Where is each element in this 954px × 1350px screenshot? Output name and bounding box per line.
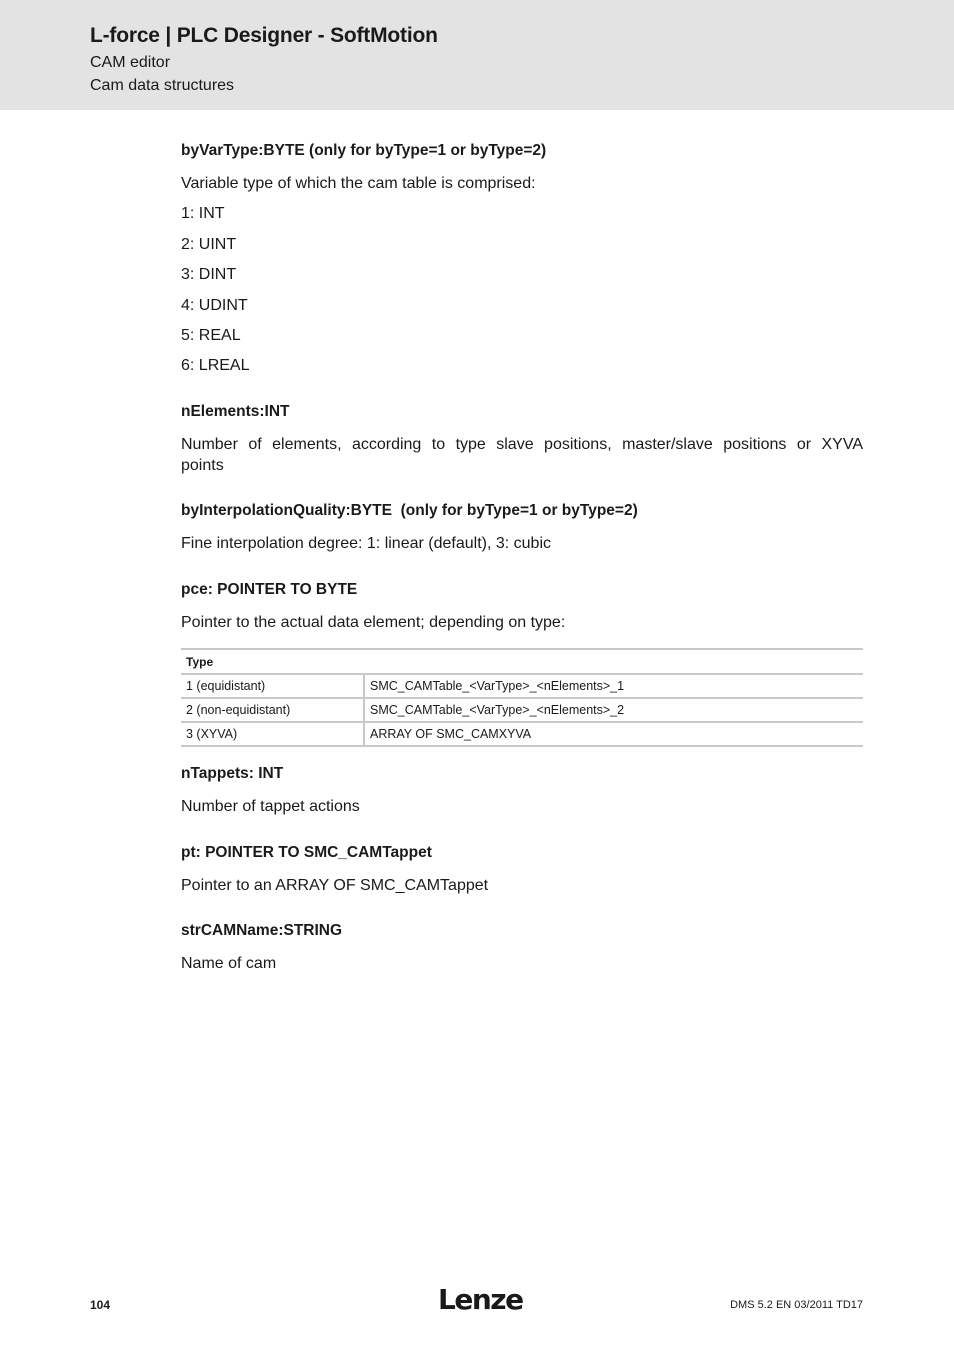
table-row [181,722,863,746]
table-cell-value: SMC_CAMTable_<VarType>_<nElements>_1 [364,674,863,698]
pce-heading: pce: POINTER TO BYTE [181,581,358,598]
byvartype-description: Variable type of which the cam table is comprised: [181,175,536,192]
strcamname-description: Name of cam [181,955,277,972]
byvartype-option: 1: INT [181,205,225,222]
table-row [181,698,863,722]
page-header [0,0,954,110]
pt-description: Pointer to an ARRAY OF SMC_CAMTappet [181,877,489,894]
byvartype-option: 3: DINT [181,266,237,283]
strcamname-heading: strCAMName:STRING [181,922,343,939]
subsection-title: Cam data structures [90,77,235,94]
pce-description: Pointer to the actual data element; depending on type: [181,614,566,631]
byvartype-option: 2: UINT [181,236,237,253]
table-header-row [181,649,863,674]
table-cell-type: 2 (non-equidistant) [181,698,364,722]
byvartype-option: 4: UDINT [181,297,248,314]
byvartype-option: 6: LREAL [181,357,250,374]
document-title: L-force | PLC Designer - SoftMotion [90,24,438,47]
type-table [181,648,863,747]
pt-heading: pt: POINTER TO SMC_CAMTappet [181,844,432,861]
table-cell-type: 1 (equidistant) [181,674,364,698]
table-cell-value: ARRAY OF SMC_CAMXYVA [364,722,863,746]
table-row [181,674,863,698]
table-cell-value: SMC_CAMTable_<VarType>_<nElements>_2 [364,698,863,722]
nelements-description-line2: points [181,457,224,474]
byinterpolationquality-description: Fine interpolation degree: 1: linear (default), 3: cubic [181,535,551,552]
section-title: CAM editor [90,54,171,71]
document-id: DMS 5.2 EN 03/2011 TD17 [730,1299,863,1311]
page-number: 104 [90,1298,111,1312]
ntappets-heading: nTappets: INT [181,765,284,782]
table-cell-type: 3 (XYVA) [181,722,364,746]
byvartype-option: 5: REAL [181,327,241,344]
ntappets-description: Number of tappet actions [181,798,360,815]
lenze-logo: Lenze [438,1283,523,1316]
nelements-description-line1: Number of elements, according to type slave positions, master/slave positions or XYVA [181,436,863,453]
byinterpolationquality-heading: byInterpolationQuality:BYTE (only for byType=1 or byType=2) [181,502,638,519]
nelements-heading: nElements:INT [181,403,290,420]
table-header-type: Type [186,654,214,669]
byvartype-heading: byVarType:BYTE (only for byType=1 or byType=2) [181,142,547,159]
